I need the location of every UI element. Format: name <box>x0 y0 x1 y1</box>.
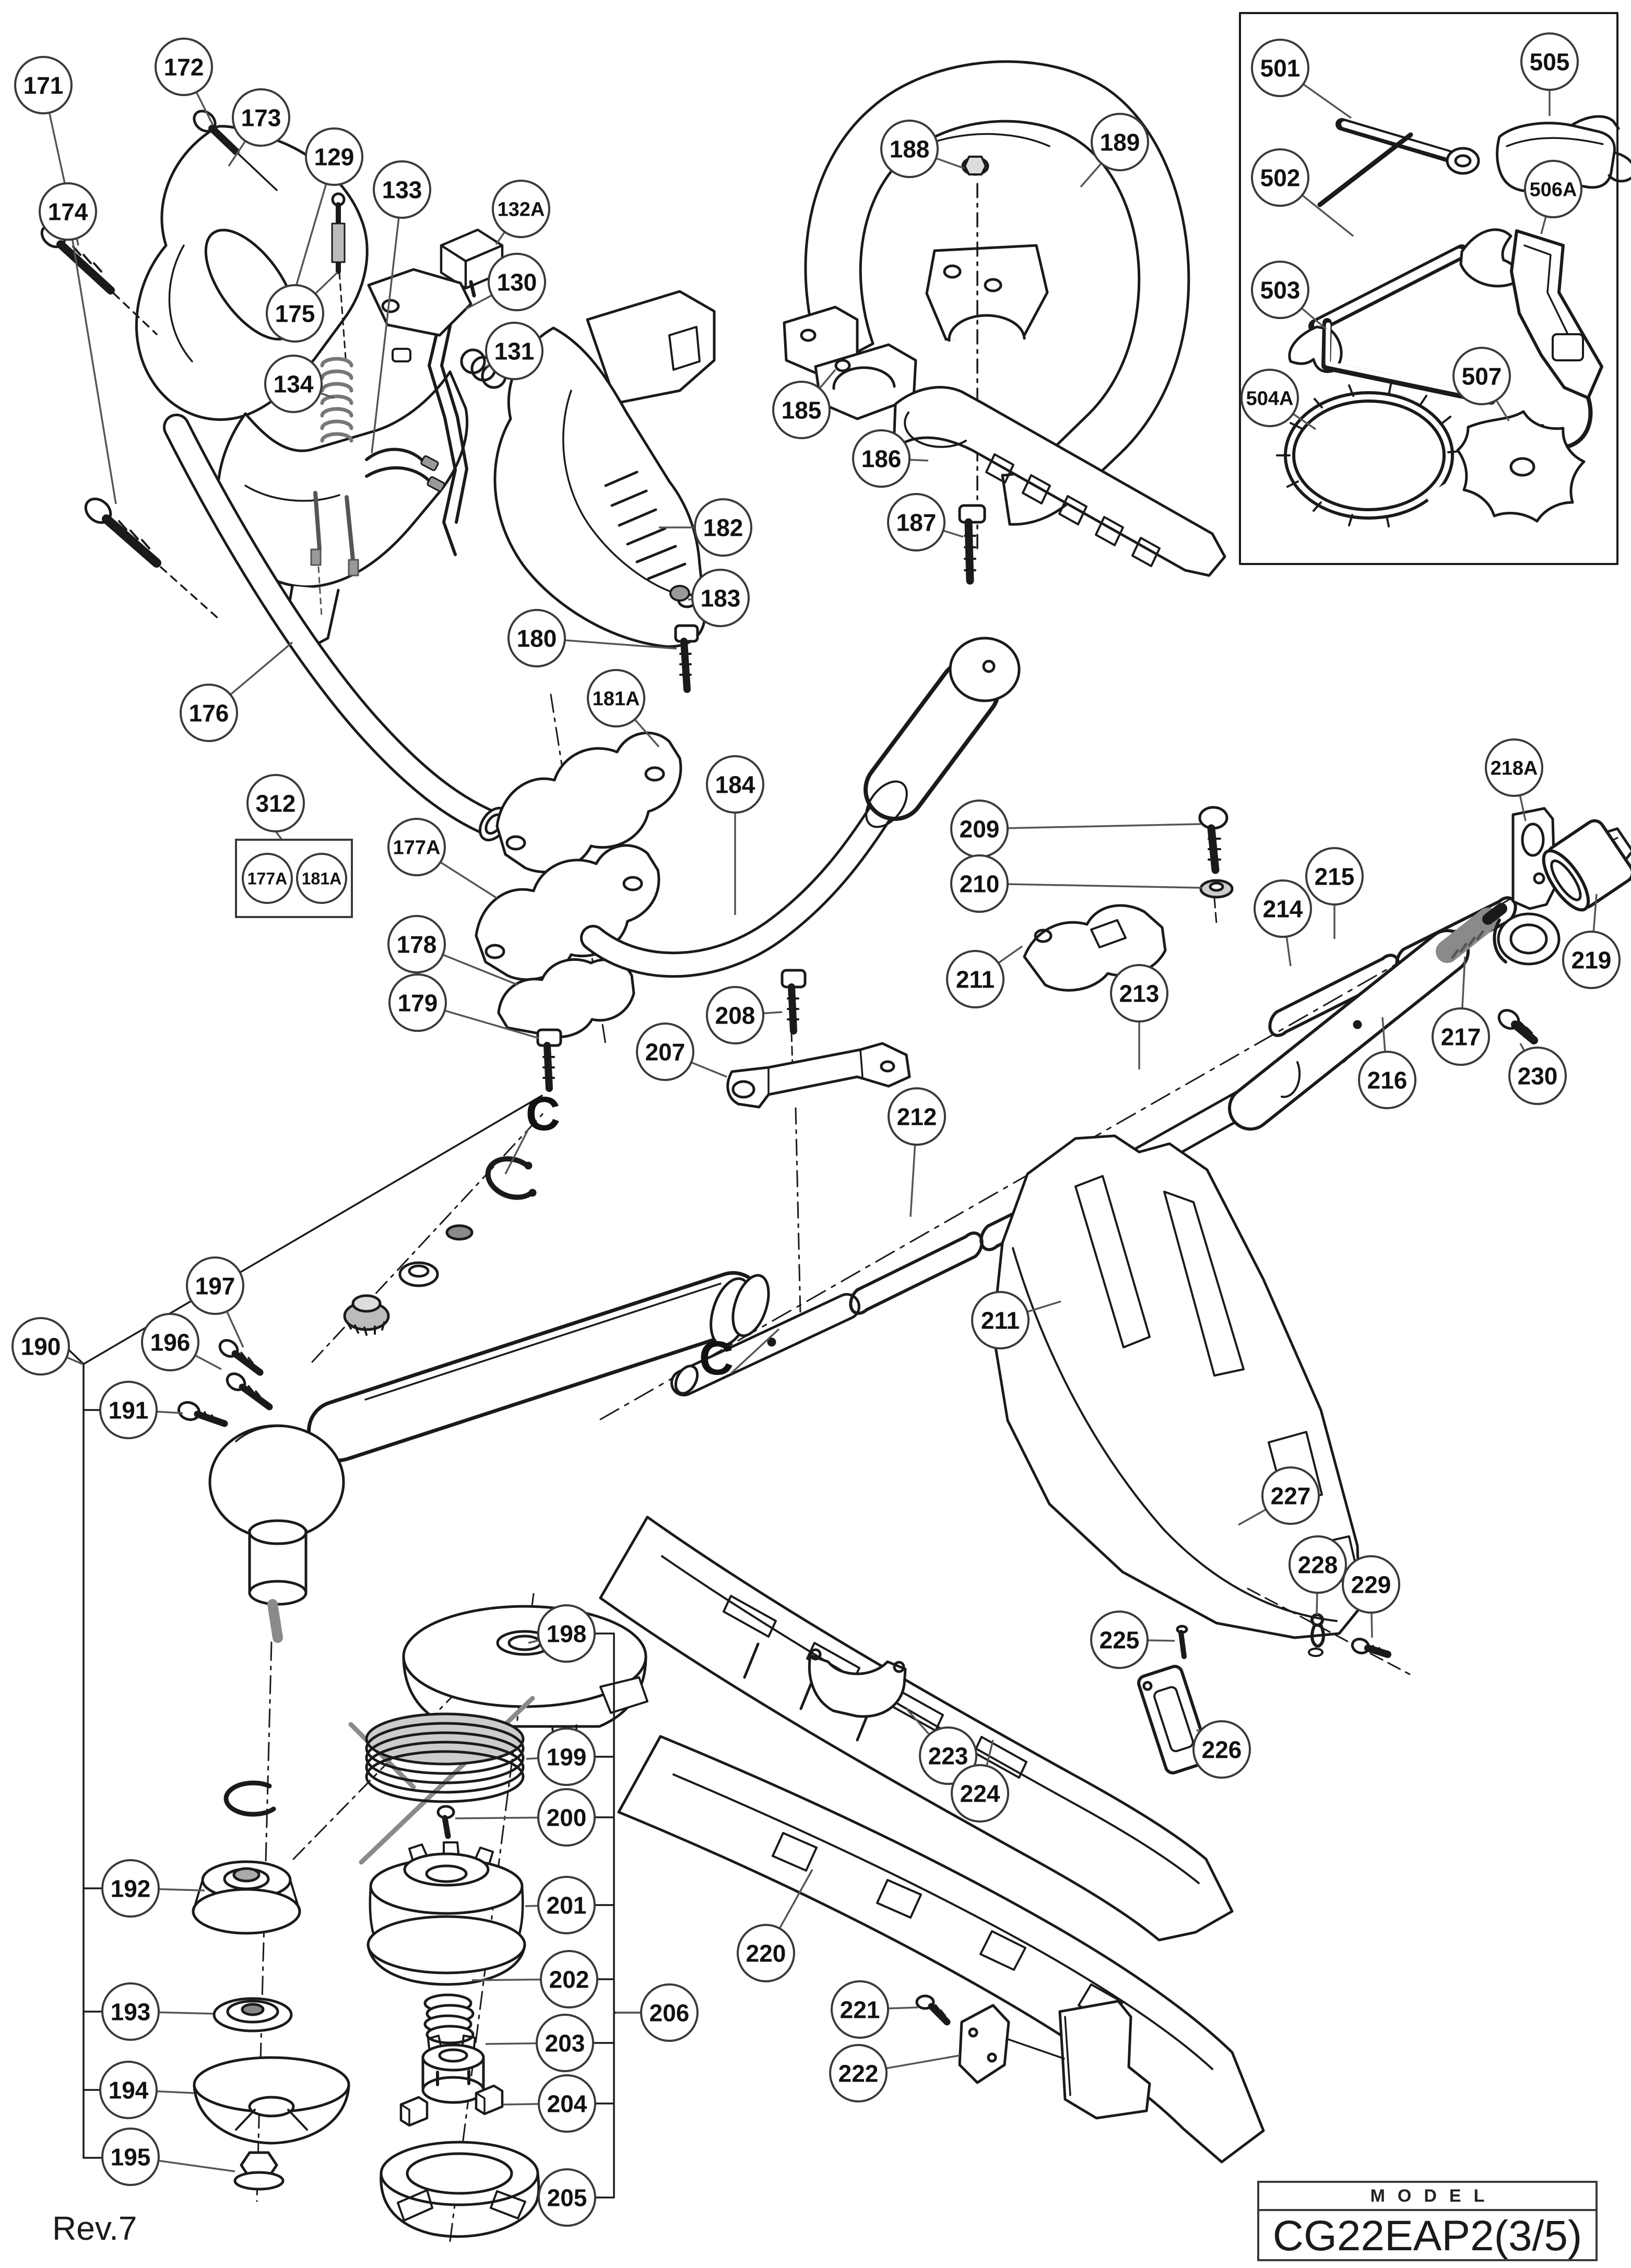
callout-186-label: 186 <box>861 445 902 473</box>
callout-226-label: 226 <box>1201 1736 1242 1764</box>
callout-132A-label: 132A <box>497 198 545 221</box>
callout-211a-label: 211 <box>955 966 995 993</box>
callout-225-label: 225 <box>1099 1626 1140 1654</box>
callout-212-label: 212 <box>896 1103 937 1131</box>
washer-holder-193 <box>214 1999 291 2031</box>
callout-215-label: 215 <box>1314 863 1355 890</box>
callout-224-label: 224 <box>960 1780 1000 1807</box>
screw-197 <box>217 1337 260 1372</box>
callout-504A-label: 504A <box>1246 387 1294 410</box>
callout-197-label: 197 <box>195 1272 235 1300</box>
callout-312-label: 312 <box>255 790 296 817</box>
callout-207-label: 207 <box>645 1038 686 1066</box>
callout-506A-label: 506A <box>1529 179 1577 201</box>
callout-131-label: 131 <box>494 337 535 365</box>
callout-192-label: 192 <box>110 1875 151 1902</box>
head-case-205 <box>381 2142 539 2237</box>
nut-195 <box>235 2153 283 2189</box>
model-plate-value: CG22EAP2(3/5) <box>1272 2212 1582 2260</box>
clamp-nut-188 <box>963 157 988 174</box>
callout-202-label: 202 <box>549 1966 589 1993</box>
callout-229-label: 229 <box>1351 1571 1391 1599</box>
callout-185-label: 185 <box>781 396 822 424</box>
throttle-spring-134 <box>322 359 351 441</box>
callout-176-label: 176 <box>188 699 229 727</box>
bolt-180 <box>676 626 698 689</box>
callout-230-label: 230 <box>1517 1062 1558 1090</box>
cup-washer <box>400 1263 438 1286</box>
callout-209-label: 209 <box>959 815 1000 843</box>
bearing-holder-192 <box>193 1862 300 1933</box>
callout-219-label: 219 <box>1571 946 1612 974</box>
callout-210-label: 210 <box>959 870 1000 898</box>
nylon-line-199 <box>351 1698 533 1862</box>
bolt-187 <box>960 506 985 581</box>
callout-222-label: 222 <box>838 2060 879 2087</box>
callout-200-label: 200 <box>546 1804 587 1831</box>
callout-213-label: 213 <box>1119 980 1160 1007</box>
callout-211b-label: 211 <box>980 1307 1020 1334</box>
pin-225 <box>1177 1626 1187 1656</box>
callout-217-label: 217 <box>1440 1023 1481 1051</box>
nut-183 <box>670 586 689 601</box>
callout-178-label: 178 <box>396 931 437 958</box>
screw-221 <box>917 1996 947 2022</box>
clamp-stack-drawing <box>476 626 698 1088</box>
model-plate-heading: MODEL <box>1259 2183 1595 2211</box>
screw-200 <box>438 1806 454 1836</box>
callout-507-label: 507 <box>1461 362 1502 390</box>
callout-174-label: 174 <box>48 198 88 226</box>
callout-201-label: 201 <box>546 1891 587 1919</box>
callout-191-label: 191 <box>108 1396 149 1424</box>
washer-210 <box>1201 880 1232 897</box>
group-312-member-181A-label: 181A <box>301 869 342 888</box>
callout-216-label: 216 <box>1367 1066 1408 1094</box>
bolt-174 <box>81 494 219 619</box>
callout-199-label: 199 <box>546 1743 587 1771</box>
callout-133-label: 133 <box>382 176 422 204</box>
callout-173-label: 173 <box>241 104 281 132</box>
section-letter-1: C <box>525 1087 561 1141</box>
screw-196 <box>224 1370 269 1407</box>
bolt-191 <box>176 1400 224 1424</box>
group-312-member-177A-label: 177A <box>247 869 288 888</box>
small-washer <box>447 1226 472 1239</box>
callout-214-label: 214 <box>1262 895 1303 923</box>
callout-220-label: 220 <box>746 1940 786 1967</box>
trimmer-head-drawing <box>351 1594 647 2241</box>
snap-ring-c <box>488 1159 535 1197</box>
callout-182-label: 182 <box>703 514 743 542</box>
callout-134-label: 134 <box>273 370 314 398</box>
callout-184-label: 184 <box>715 771 755 798</box>
stabilizer-cup-194 <box>194 2058 349 2143</box>
callout-172-label: 172 <box>163 53 204 81</box>
model-plate <box>1257 2181 1598 2261</box>
callout-204-label: 204 <box>547 2090 587 2118</box>
revision-label: Rev.7 <box>52 2210 137 2247</box>
callout-171-label: 171 <box>23 72 64 99</box>
bevel-gear <box>345 1296 388 1335</box>
callout-501-label: 501 <box>1260 54 1301 82</box>
callout-190-label: 190 <box>20 1333 61 1360</box>
clamp-211a <box>1024 807 1232 990</box>
callout-228-label: 228 <box>1297 1551 1338 1579</box>
callout-187-label: 187 <box>896 509 937 536</box>
callout-502-label: 502 <box>1260 164 1301 192</box>
handle-bracket-186 <box>894 387 1225 575</box>
callout-181A-label: 181A <box>592 688 640 710</box>
bolt-230 <box>1495 1006 1534 1040</box>
callout-218A-label: 218A <box>1490 757 1538 780</box>
callout-193-label: 193 <box>110 1998 151 2026</box>
callout-223-label: 223 <box>928 1742 968 1770</box>
callout-206-label: 206 <box>649 1999 690 2027</box>
callout-183-label: 183 <box>700 584 741 612</box>
callout-208-label: 208 <box>715 1002 755 1029</box>
callout-180-label: 180 <box>516 625 557 652</box>
hanger-218A <box>1494 808 1559 964</box>
bolt-209 <box>1200 807 1227 870</box>
callout-175-label: 175 <box>275 300 315 327</box>
callout-227-label: 227 <box>1270 1482 1311 1510</box>
callout-198-label: 198 <box>546 1620 587 1648</box>
callout-196-label: 196 <box>150 1329 191 1356</box>
callout-195-label: 195 <box>110 2143 151 2171</box>
bolt-179 <box>538 1030 561 1088</box>
section-letter-2: C <box>699 1332 734 1385</box>
loop-handle-drawing <box>781 62 1225 581</box>
spool-201 <box>368 1842 525 1984</box>
callout-130-label: 130 <box>497 268 537 296</box>
callout-203-label: 203 <box>545 2029 585 2057</box>
ratchet-203 <box>423 2036 483 2102</box>
callout-188-label: 188 <box>889 135 930 163</box>
callout-179-label: 179 <box>397 989 438 1017</box>
bolt-229 <box>1351 1637 1388 1655</box>
callout-129-label: 129 <box>314 143 354 171</box>
callout-503-label: 503 <box>1260 276 1301 304</box>
bolt-208 <box>782 970 805 1031</box>
callout-205-label: 205 <box>547 2184 587 2212</box>
callout-194-label: 194 <box>108 2076 149 2104</box>
callout-189-label: 189 <box>1100 128 1140 156</box>
callout-177A-label: 177A <box>393 837 441 859</box>
callout-505-label: 505 <box>1529 48 1570 76</box>
callout-221-label: 221 <box>840 1996 880 2024</box>
